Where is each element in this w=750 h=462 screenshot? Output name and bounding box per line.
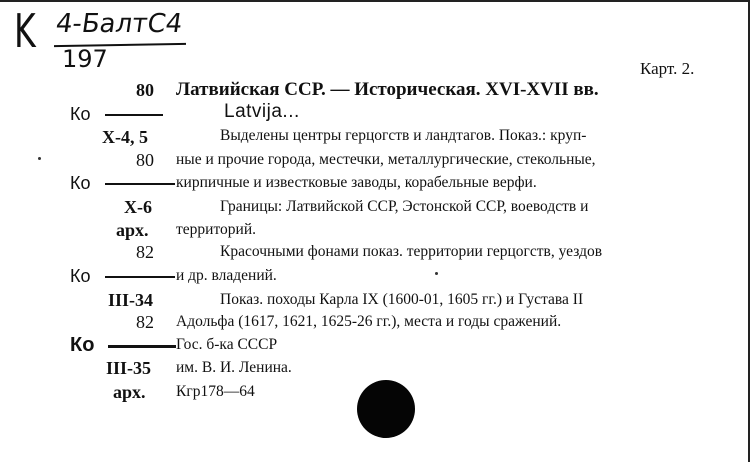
text-line: Показ. походы Карла IX (1600-01, 1605 гг.) и Густава II <box>220 291 584 308</box>
library-name: им. В. И. Ленина. <box>176 359 292 376</box>
handwritten-shelf-code: 4-БалтС4 <box>53 9 185 39</box>
holding-code: Ко <box>70 266 91 286</box>
copy-number: 82 <box>136 242 154 262</box>
ink-blot <box>357 380 415 438</box>
archive-label: арх. <box>113 382 146 402</box>
text-line: Выделены центры герцогств и ландтагов. Показ.: круп- <box>220 127 587 144</box>
entry-number: 80 <box>136 80 154 100</box>
dash-line <box>105 276 175 278</box>
text-line: ные и прочие города, местечки, металлургические, стекольные, <box>176 151 596 168</box>
handwritten-letter: K <box>14 4 36 58</box>
dash-line <box>108 345 176 348</box>
record-number: Кгр178—64 <box>176 383 255 400</box>
card-number: Карт. 2. <box>640 59 695 78</box>
speck <box>435 272 438 275</box>
text-line: Красочными фонами показ. территории герцогств, уездов <box>220 243 603 260</box>
copy-number: 82 <box>136 312 154 332</box>
archive-label: арх. <box>116 220 149 240</box>
text-line: Адольфа (1617, 1621, 1625-26 гг.), места и годы сражений. <box>176 313 562 330</box>
call-number: X-4, 5 <box>102 127 148 147</box>
call-number: X-6 <box>124 197 152 217</box>
call-number: III-34 <box>108 290 154 310</box>
library-name: Гос. б-ка СССР <box>176 336 278 353</box>
holding-code: Ко <box>70 173 91 193</box>
speck <box>38 157 41 160</box>
call-number: III-35 <box>106 358 152 378</box>
dash-line <box>105 114 163 116</box>
holding-code: Ко <box>70 334 95 356</box>
card-top-edge <box>0 0 750 2</box>
holding-code: Ко <box>70 104 91 124</box>
card-title: Латвийская ССР. — Историческая. XVI-XVII вв. <box>176 79 599 100</box>
copy-number: 80 <box>136 150 154 170</box>
text-line: территорий. <box>176 221 256 238</box>
dash-line <box>105 183 175 185</box>
text-line: Границы: Латвийской ССР, Эстонской ССР, воеводств и <box>220 198 589 215</box>
text-line: Latvija... <box>224 101 300 122</box>
text-line: кирпичные и известковые заводы, корабельные верфи. <box>176 174 537 191</box>
text-line: и др. владений. <box>176 267 277 284</box>
handwritten-number: 197 <box>62 45 108 73</box>
